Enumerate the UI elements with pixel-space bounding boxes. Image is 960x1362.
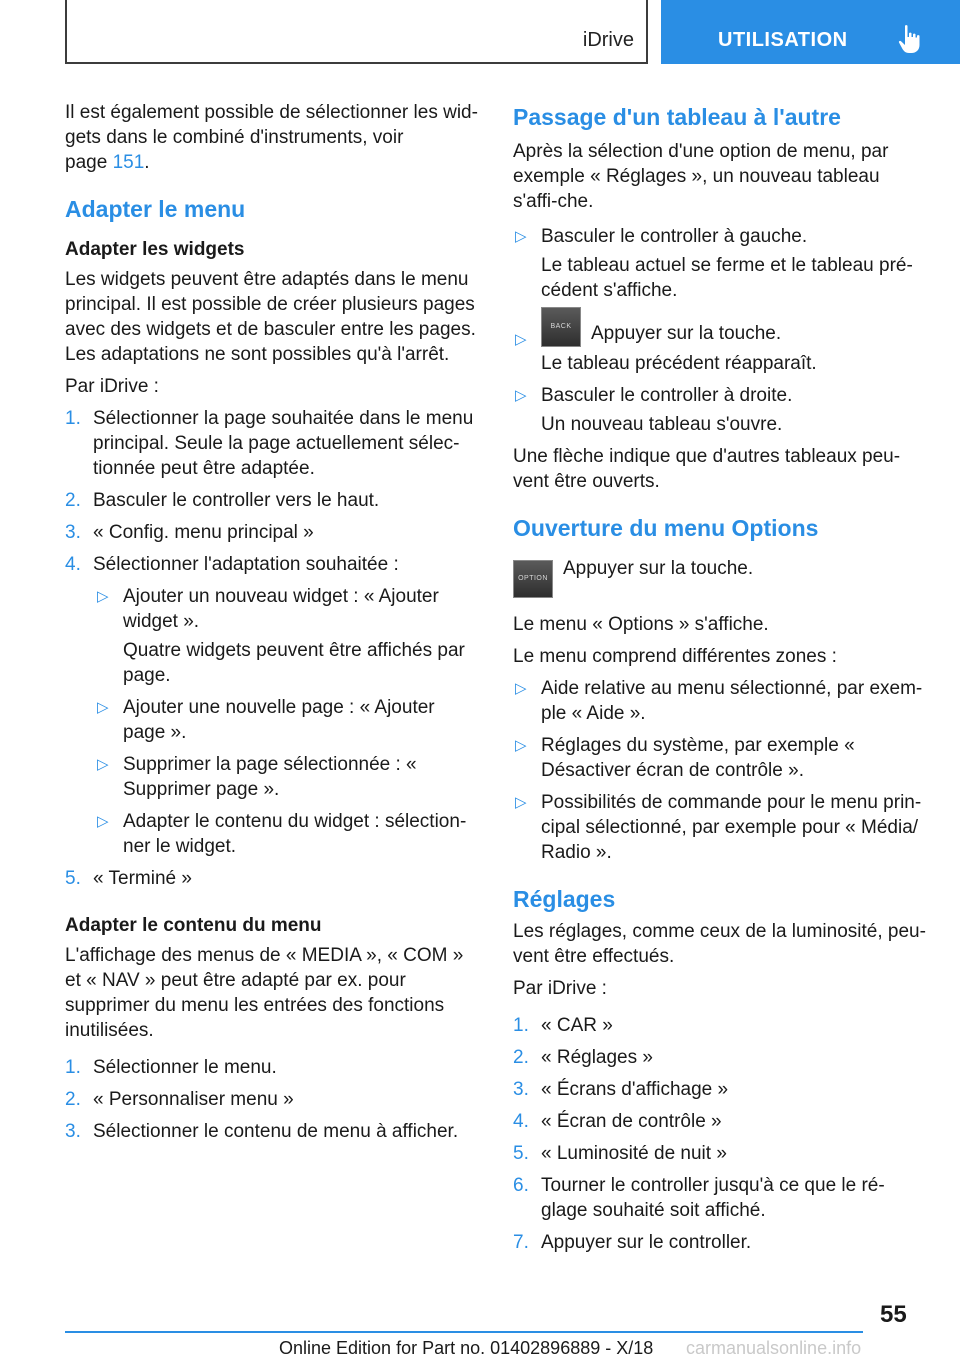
- list-item: ▷ Basculer le controller à gauche. Le tableau actuel se ferme et le tableau pré-cédent s'affiche.: [515, 226, 913, 301]
- list-item: ▷ Aide relative au menu sélectionné, par exem-ple « Aide ».: [515, 678, 923, 724]
- triangle-bullet-icon: ▷: [97, 813, 109, 830]
- header-section-tab: [661, 0, 960, 64]
- passage-after-paragraph: Une flèche indique que d'autres tableaux peu-vent être ouverts.: [513, 446, 901, 492]
- list-item: 6. Tourner le controller jusqu'à ce que le ré-glage souhaité soit affiché.: [513, 1175, 885, 1221]
- list-item: ▷ Adapter le contenu du widget : sélection-ner le widget.: [97, 811, 467, 857]
- step4-sublist: [65, 584, 480, 859]
- list-item: 7. Appuyer sur le controller.: [513, 1232, 752, 1253]
- triangle-bullet-icon: ▷: [97, 756, 109, 773]
- footer-divider: [65, 1331, 863, 1333]
- left-column: [65, 100, 480, 1151]
- list-item: ▷ Réglages du système, par exemple « Désactiver écran de contrôle ».: [515, 735, 855, 781]
- list-item: 5. « Terminé »: [65, 868, 192, 889]
- heading-adapter-contenu: Adapter le contenu du menu: [65, 915, 322, 936]
- list-item: ▷ BACK Appuyer sur la touche. Le tableau précédent réapparaît.: [513, 317, 928, 376]
- triangle-bullet-icon: ▷: [515, 794, 527, 811]
- intro-paragraph: Il est également possible de sélectionner les wid- gets dans le combiné d'instruments, voir page 151.: [65, 102, 478, 173]
- back-button-icon: BACK: [541, 307, 581, 347]
- list-item: 2. Basculer le controller vers le haut.: [65, 490, 380, 511]
- list-item: 4. Sélectionner l'adaptation souhaitée :: [65, 554, 399, 575]
- footer-edition: Online Edition for Part no. 01402896889 - X/18: [279, 1338, 654, 1358]
- heading-adapter-menu: Adapter le menu: [65, 196, 246, 222]
- heading-reglages: Réglages: [513, 886, 616, 912]
- section-title: UTILISATION: [718, 29, 848, 51]
- list-item: 2. « Réglages »: [513, 1047, 653, 1068]
- triangle-bullet-icon: ▷: [515, 680, 527, 697]
- options-zones-paragraph: Le menu comprend différentes zones :: [513, 646, 837, 667]
- par-idrive-label: Par iDrive :: [65, 376, 159, 397]
- par-idrive-label: Par iDrive :: [513, 978, 607, 999]
- list-item: 1. Sélectionner le menu.: [65, 1057, 277, 1078]
- list-item: 2. « Personnaliser menu »: [65, 1089, 294, 1110]
- options-affiche-paragraph: Le menu « Options » s'affiche.: [513, 614, 769, 635]
- option-button-icon: OPTION: [513, 560, 553, 598]
- heading-passage: Passage d'un tableau à l'autre: [513, 104, 841, 130]
- contenu-paragraph: L'affichage des menus de « MEDIA », « COM » et « NAV » peut être adapté par ex. pour supprimer du menu les entrées des fonctions inutilisées.: [65, 945, 464, 1041]
- hand-pointer-icon: [898, 24, 924, 54]
- list-item: 4. « Écran de contrôle »: [513, 1111, 722, 1132]
- list-item: 1. « CAR »: [513, 1015, 613, 1036]
- list-item: ▷ Supprimer la page sélectionnée : « Supprimer page ».: [97, 754, 417, 800]
- triangle-bullet-icon: ▷: [515, 387, 527, 404]
- header-chapter-box: [65, 0, 648, 64]
- option-instruction: OPTION Appuyer sur la touche.: [513, 556, 928, 598]
- passage-paragraph: Après la sélection d'une option de menu, par exemple « Réglages », un nouveau tableau s'affi-che.: [513, 141, 889, 212]
- right-column: [513, 100, 928, 1262]
- chapter-title: iDrive: [582, 29, 634, 51]
- list-item: ▷ Ajouter une nouvelle page : « Ajouter page ».: [97, 697, 435, 743]
- list-item: 5. « Luminosité de nuit »: [513, 1143, 727, 1164]
- page-number: 55: [880, 1301, 907, 1328]
- triangle-bullet-icon: ▷: [515, 331, 527, 348]
- widgets-paragraph: Les widgets peuvent être adaptés dans le menu principal. Il est possible de créer plusieurs pages avec des widgets et de basculer entre les pages. Les adaptations ne sont possibles qu'à l'arrêt.: [65, 269, 476, 365]
- heading-adapter-widgets: Adapter les widgets: [65, 239, 245, 260]
- list-item: 3. Sélectionner le contenu de menu à afficher.: [65, 1121, 459, 1142]
- triangle-bullet-icon: ▷: [97, 588, 109, 605]
- list-item: ▷ Possibilités de commande pour le menu prin-cipal sélectionné, par exemple pour « Média/ Radio ».: [515, 792, 922, 863]
- heading-options: Ouverture du menu Options: [513, 515, 819, 541]
- list-item: 3. « Écrans d'affichage »: [513, 1079, 729, 1100]
- list-item: ▷ Ajouter un nouveau widget : « Ajouter widget ». Quatre widgets peuvent être affichés par page.: [97, 586, 465, 686]
- page-link[interactable]: 151: [112, 152, 145, 173]
- triangle-bullet-icon: ▷: [97, 699, 109, 716]
- watermark: carmanualsonline.info: [686, 1338, 862, 1358]
- list-item: 1. Sélectionner la page souhaitée dans le menu principal. Seule la page actuellement sélec-tionnée peut être adaptée.: [65, 408, 474, 479]
- list-item: 3. « Config. menu principal »: [65, 522, 314, 543]
- list-item: ▷ Basculer le controller à droite. Un nouveau tableau s'ouvre.: [515, 385, 793, 435]
- triangle-bullet-icon: ▷: [515, 737, 527, 754]
- triangle-bullet-icon: ▷: [515, 228, 527, 245]
- reglages-paragraph: Les réglages, comme ceux de la luminosité, peu-vent être effectués.: [513, 921, 926, 967]
